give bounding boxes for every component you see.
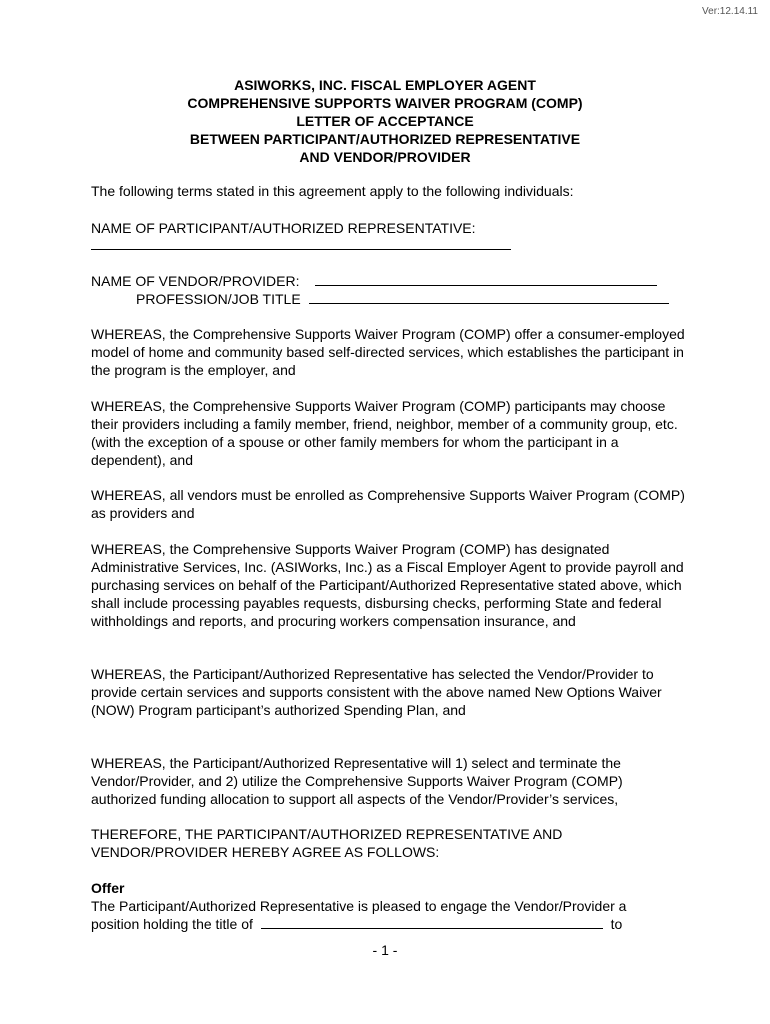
therefore-text: THEREFORE, THE PARTICIPANT/AUTHORIZED REPRESENTATIVE AND VENDOR/PROVIDER HEREBY AGREE AS FOLLOWS:: [91, 826, 563, 860]
therefore-paragraph: [91, 825, 691, 861]
profession-row: [136, 290, 669, 308]
whereas-paragraph-3: [91, 486, 691, 522]
title-line: COMPREHENSIVE SUPPORTS WAIVER PROGRAM (COMP): [187, 95, 583, 111]
whereas-paragraph-5: [91, 665, 691, 719]
whereas-text: WHEREAS, all vendors must be enrolled as Comprehensive Supports Waiver Program (COMP) as providers and: [91, 487, 685, 521]
profession-line[interactable]: [309, 290, 669, 304]
title-line: ASIWORKS, INC. FISCAL EMPLOYER AGENT: [234, 77, 536, 93]
whereas-text: WHEREAS, the Comprehensive Supports Waiver Program (COMP) offer a consumer-employed model of home and community based self-directed services, which establishes the participant in the program is the employer, and: [91, 326, 685, 378]
document-title: [0, 76, 770, 166]
intro-paragraph: [91, 182, 691, 200]
title-line: BETWEEN PARTICIPANT/AUTHORIZED REPRESENTATIVE: [189, 131, 581, 147]
offer-title-row: [91, 915, 622, 933]
title-line: AND VENDOR/PROVIDER: [299, 149, 471, 165]
whereas-paragraph-6: [91, 754, 691, 808]
title-line: LETTER OF ACCEPTANCE: [296, 113, 474, 129]
participant-section: [91, 219, 691, 237]
whereas-paragraph-4: [91, 540, 691, 630]
whereas-paragraph-1: [91, 325, 691, 379]
whereas-text: WHEREAS, the Participant/Authorized Representative will 1) select and terminate the Vendor/Provider, and 2) utilize the Comprehensive Supports Waiver Program (COMP) authorized funding allocation to support all aspects of the Vendor/Provider’s services,: [91, 755, 623, 807]
offer-heading: Offer: [91, 880, 125, 896]
participant-name-field[interactable]: [91, 236, 511, 254]
offer-text: The Participant/Authorized Representative is pleased to engage the Vendor/Provider a: [91, 898, 627, 914]
profession-label: PROFESSION/JOB TITLE: [136, 291, 301, 307]
offer-section: [91, 879, 691, 915]
offer-title-line[interactable]: [261, 915, 603, 929]
participant-label: NAME OF PARTICIPANT/AUTHORIZED REPRESENTATIVE:: [91, 220, 476, 236]
offer-title-label: position holding the title of: [91, 916, 253, 932]
whereas-paragraph-2: [91, 397, 691, 469]
whereas-text: WHEREAS, the Participant/Authorized Representative has selected the Vendor/Provider to provide certain services and supports consistent with the above named New Options Waiver (NOW) Program participant’s authorized Spending Plan, and: [91, 666, 662, 718]
whereas-text: WHEREAS, the Comprehensive Supports Waiver Program (COMP) participants may choose their providers including a family member, friend, neighbor, member of a community group, etc. (with the exception of a spouse or other family members for whom the participant in a dependent), and: [91, 398, 678, 468]
intro-text: The following terms stated in this agreement apply to the following individuals:: [91, 183, 574, 199]
participant-name-line[interactable]: [91, 236, 511, 250]
page-number: - 1 -: [372, 942, 398, 958]
whereas-text: WHEREAS, the Comprehensive Supports Waiver Program (COMP) has designated Administrative Services, Inc. (ASIWorks, Inc.) as a Fiscal Employer Agent to provide payroll and purchasing services on behalf of the Participant/Authorized Representative stated above, which shall include processing payables requests, disbursing checks, performing State and federal withholdings and reports, and procuring workers compensation insurance, and: [91, 541, 684, 629]
version-label: Ver:12.14.11: [702, 6, 758, 17]
vendor-name-line[interactable]: [315, 272, 657, 286]
vendor-row: [91, 272, 657, 290]
vendor-label: NAME OF VENDOR/PROVIDER:: [91, 273, 300, 289]
offer-to-text: to: [610, 916, 623, 932]
